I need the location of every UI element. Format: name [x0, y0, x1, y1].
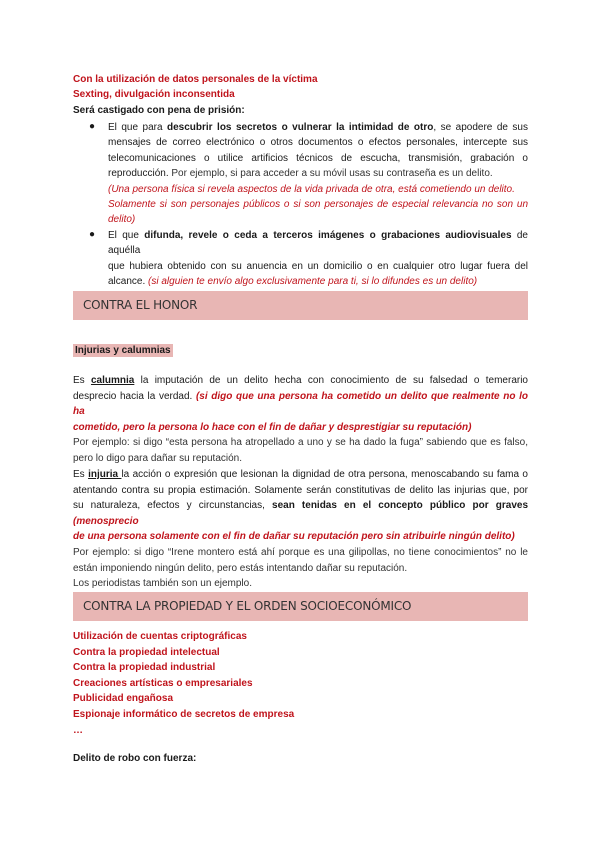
heading-sexting: Sexting, divulgación inconsentida [73, 89, 235, 100]
calumnia-term: calumnia [90, 375, 135, 386]
penalty-statement: Será castigado con pena de prisión: [73, 105, 245, 116]
bullet-2-note: (si alguien te envío algo exclusivamente para ti, si lo difundes es un delito) [148, 276, 478, 288]
bullet-1-bold: descubrir los secretos o vulnerar la intimidad de otro [167, 122, 434, 133]
property-crimes-list [73, 629, 294, 738]
bullet-marker: ● [89, 229, 96, 240]
injuria-example-2: están imponiendo ningún delito, pero estás intentando dañar su reputación. [73, 562, 408, 574]
injuria-example-3: Los periodistas también son un ejemplo. [73, 578, 252, 590]
bullet-2-line-2: que hubiera obtenido con su anuencia en un domicilio o en cualquier otro lugar fuera del [108, 260, 528, 272]
bullet-1-note-1: (Una persona física si revela aspectos de la vida privada de otra, está cometiendo un delito. [108, 183, 515, 195]
bullet-1-note-3: delito) [108, 214, 136, 226]
list-item: Creaciones artísticas o empresariales [73, 677, 253, 689]
bullet-2-text-end: de aquélla [108, 230, 528, 257]
list-item: Utilización de cuentas criptográficas [73, 631, 247, 642]
bullet-item-1 [108, 120, 528, 228]
injuria-note-2: de una persona solamente con el fin de dañar su reputación pero sin atribuirle ningún delito) [73, 531, 515, 543]
injuria-line-3: su naturaleza, efectos y circunstancias, [73, 500, 273, 512]
bullet-1-line-4: reproducción. [108, 168, 172, 180]
injuria-line-2: atentando contra su propia estimación. Solamente serán constitutivas de delito las injurias que, por [73, 484, 528, 496]
paragraph-calumnia [73, 373, 528, 467]
injuria-term: injuria [88, 469, 122, 480]
bullet-2-bold: difunda, revele o ceda a terceros imágenes o grabaciones audiovisuales [144, 230, 512, 241]
list-item: Contra la propiedad intelectual [73, 646, 220, 658]
calumnia-note-1: (si digo que una persona ha cometido un delito que realmente no lo ha [73, 390, 528, 418]
section-header-honor: CONTRA EL HONOR [73, 291, 528, 320]
list-item-ellipsis: … [73, 724, 83, 736]
calumnia-text: Es [73, 375, 91, 386]
calumnia-note-2: cometido, pero la persona lo hace con el fin de dañar y desprestigiar su reputación) [73, 421, 472, 433]
list-item: Espionaje informático de secretos de empresa [73, 708, 295, 720]
bullet-item-2 [108, 228, 528, 290]
injuria-bold: sean tenidas en el concepto público por graves [272, 500, 529, 512]
calumnia-line-2: desprecio hacia la verdad. [73, 390, 196, 402]
bullet-1-line-3: telecomunicaciones o utilice artificios técnicos de escucha, transmisión, grabación o [108, 152, 528, 164]
robbery-heading: Delito de robo con fuerza: [73, 753, 197, 764]
list-item: Publicidad engañosa [73, 693, 174, 705]
calumnia-definition: la imputación de un delito hecha con conocimiento de su falsedad o temerario [134, 375, 528, 386]
calumnia-example-2: pero lo digo para dañar su reputación. [73, 452, 243, 464]
bullet-1-text-end: , se apodere de sus [433, 122, 528, 133]
bullet-marker: ● [89, 121, 96, 132]
paragraph-injuria [73, 467, 528, 592]
injuria-note-1: (menosprecio [73, 515, 139, 527]
injuria-definition: la acción o expresión que lesionan la dignidad de otra persona, menoscabando su fama o [121, 469, 528, 480]
bullet-2-line-3: alcance. [108, 276, 149, 288]
subheading-injurias [73, 344, 173, 358]
bullet-1-note-2: Solamente si son personajes públicos o si son personajes de especial relevancia no son un [108, 199, 528, 211]
bullet-1-text: El que para [108, 122, 167, 133]
injuria-text: Es [73, 469, 89, 480]
subheading-highlight: Injurias y calumnias [75, 345, 171, 356]
bullet-1-line-2: mensajes de correo electrónico o otros documentos o efectos personales, intercepte sus [108, 137, 528, 149]
bullet-2-text: El que [108, 230, 145, 241]
section-header-property: CONTRA LA PROPIEDAD Y EL ORDEN SOCIOECONÓMICO [73, 592, 528, 621]
heading-personal-data: Con la utilización de datos personales de la víctima [73, 74, 318, 85]
injuria-example-1: Por ejemplo: si digo “Irene montero está ahí porque es una gilipollas, no tiene conocimientos” no le [73, 546, 528, 558]
bullet-1-example: Por ejemplo, si para acceder a su móvil usas su contraseña es un delito. [171, 168, 493, 180]
calumnia-example-1: Por ejemplo: si digo “esta persona ha atropellado a uno y se ha dado la fuga” sabiendo que es falso, [73, 437, 528, 449]
list-item: Contra la propiedad industrial [73, 662, 216, 674]
